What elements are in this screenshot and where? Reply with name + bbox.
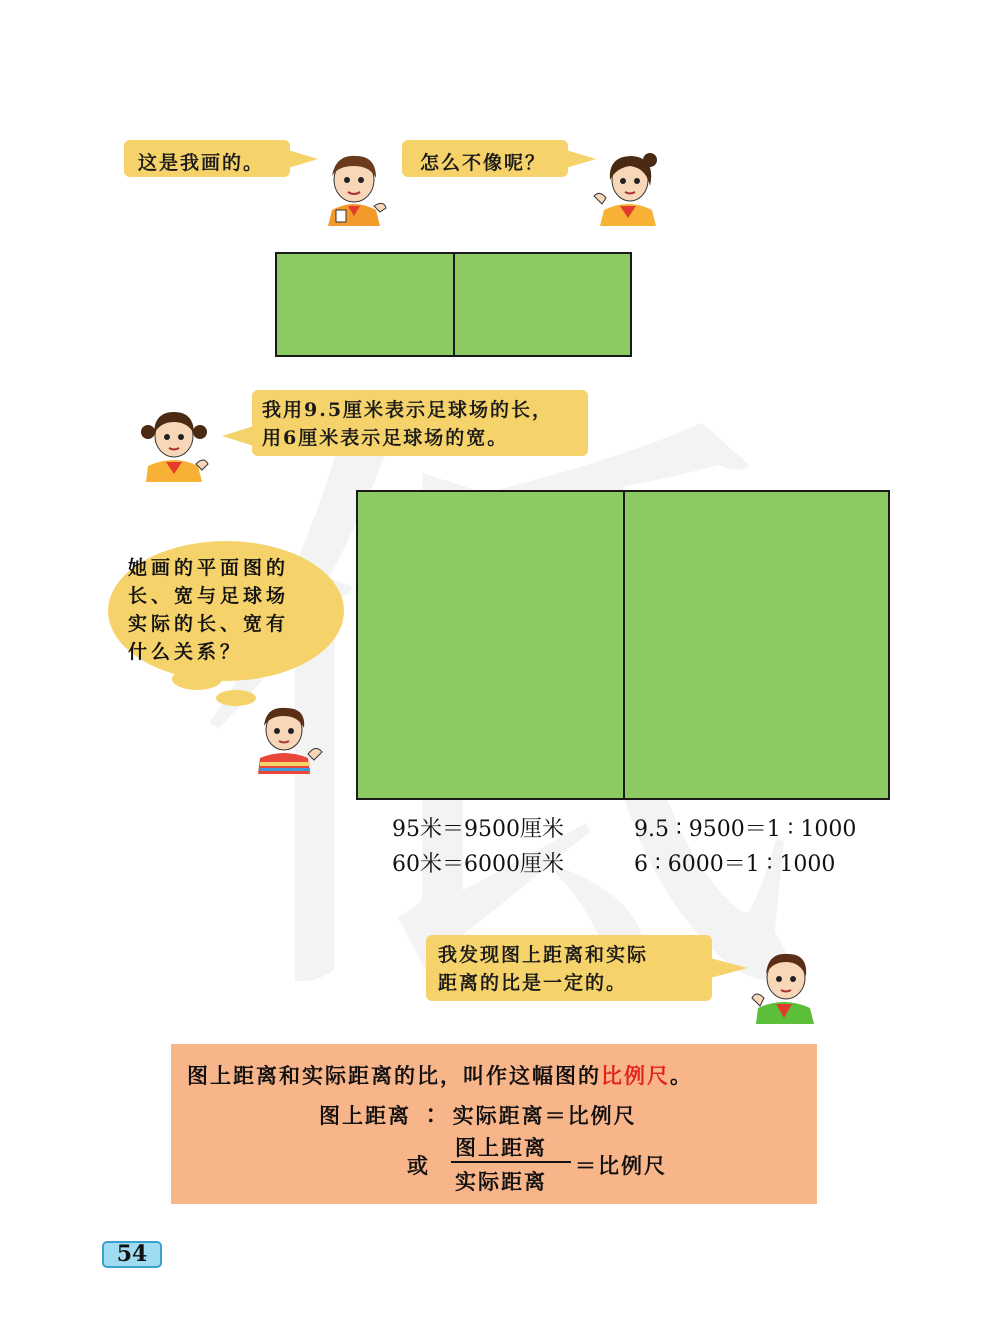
field-center-line (453, 254, 455, 355)
speech-bubble-girl-top (402, 140, 568, 177)
thought-dot (216, 690, 256, 706)
calc-row1-left: 95米＝9500厘米 (392, 817, 564, 842)
girl-cartoon-icon (138, 404, 212, 482)
speech-bubble-boy-bottom (426, 935, 712, 1001)
thought-text-line: 她画的平面图的 (128, 557, 290, 579)
small-field-drawing (275, 252, 632, 357)
thought-text (128, 554, 289, 666)
bubble-text: 这是我画的。 (138, 152, 265, 174)
bubble-tail (222, 426, 254, 446)
definition-line2: 图上距离 ∶ 实际距离＝比例尺 (319, 1103, 637, 1128)
thought-text-line: 长、宽与足球场 (128, 585, 290, 607)
boy-cartoon-icon (748, 948, 822, 1024)
large-field-drawing (356, 490, 890, 800)
definition-text: 图上距离和实际距离的比，叫作这幅图的 (187, 1063, 601, 1088)
fraction-denominator: 实际距离 (455, 1169, 547, 1194)
definition-line1 (187, 1060, 693, 1090)
bubble-text-line: 我发现图上距离和实际 (438, 944, 649, 966)
boy-cartoon-icon (318, 150, 390, 226)
field-center-line (623, 492, 625, 798)
fraction-result: ＝比例尺 (575, 1153, 667, 1178)
bubble-text-line: 用6厘米表示足球场的宽。 (262, 427, 509, 449)
bubble-text: 怎么不像呢？ (420, 152, 547, 174)
or-label: 或 (407, 1153, 430, 1178)
bubble-tail (288, 150, 318, 168)
calc-row2-right: 6 ∶ 6000＝1 ∶ 1000 (634, 852, 836, 877)
calc-row2-left: 60米＝6000厘米 (392, 852, 564, 877)
thought-dot (172, 668, 222, 690)
thought-text-line: 实际的长、宽有 (128, 613, 290, 635)
thought-text-line: 什么关系？ (128, 641, 244, 663)
bubble-text-line: 距离的比是一定的。 (438, 972, 628, 994)
speech-bubble-boy-top (124, 140, 290, 177)
bubble-tail (710, 958, 748, 978)
calc-row1-right: 9.5 ∶ 9500＝1 ∶ 1000 (634, 817, 857, 842)
definition-period: 。 (670, 1063, 693, 1088)
fraction-numerator: 图上距离 (455, 1135, 547, 1160)
page-number: 54 (102, 1241, 162, 1268)
bubble-text-line: 我用9.5厘米表示足球场的长， (262, 399, 554, 421)
scale-term: 比例尺 (601, 1063, 670, 1088)
definition-box (171, 1044, 817, 1204)
speech-bubble-girl-mid (252, 390, 588, 456)
thought-bubble (108, 541, 344, 681)
fraction-bar (451, 1161, 571, 1163)
girl-cartoon-icon (590, 150, 666, 226)
boy-cartoon-icon (252, 702, 324, 774)
